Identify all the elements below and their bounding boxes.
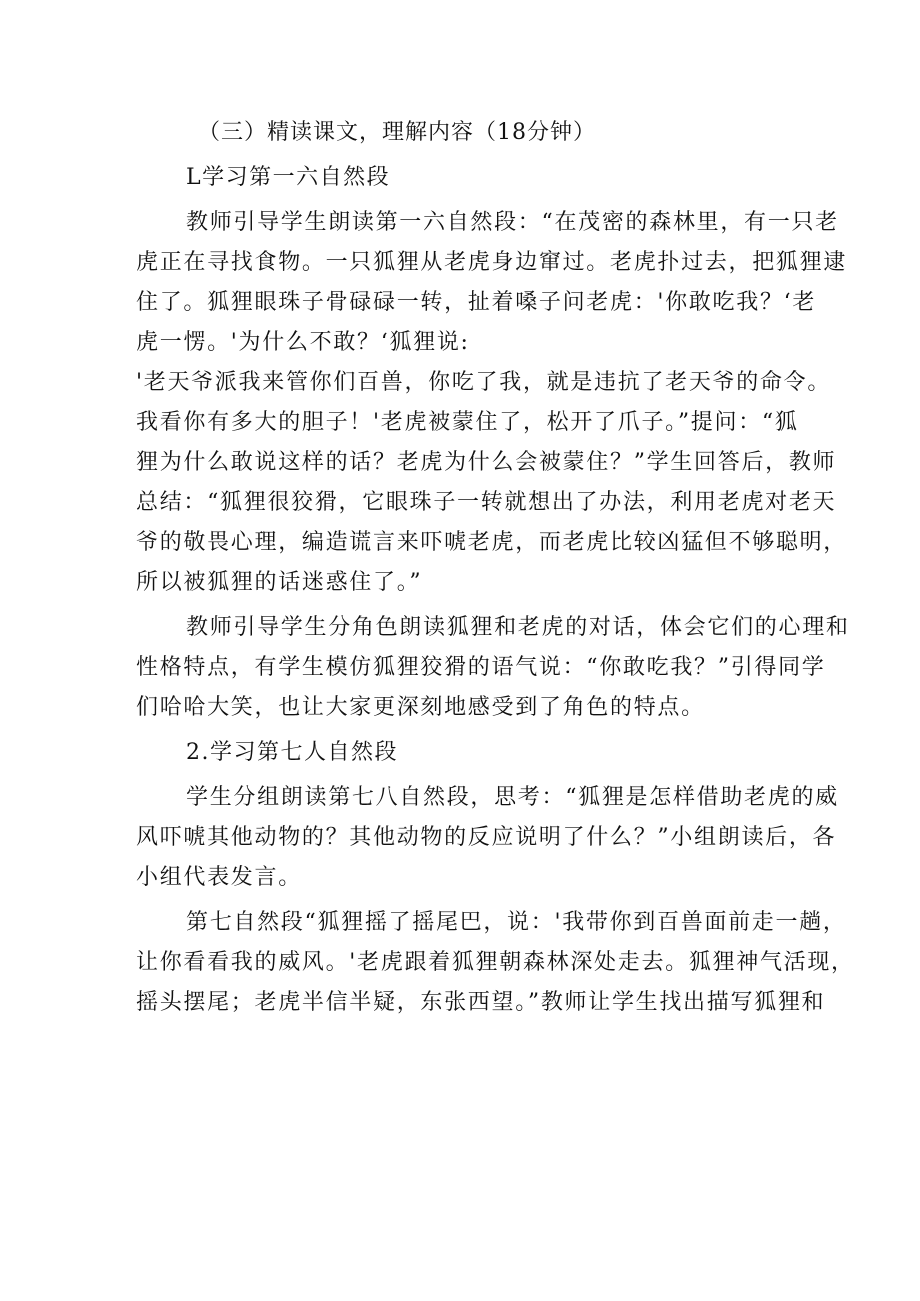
subsection-heading-1: L学习第一六自然段 xyxy=(186,165,391,190)
document-body xyxy=(136,113,855,1023)
paragraph-3-line: 学生分组朗读第七八自然段，思考：“狐狸是怎样借助老虎的威 xyxy=(186,785,839,810)
paragraph-2-line: 性格特点，有学生模仿狐狸狡猾的语气说：“你敢吃我？”引得同学 xyxy=(136,655,826,680)
paragraph-1-line: 虎正在寻找食物。一只狐狸从老虎身边窜过。老虎扑过去，把狐狸逮 xyxy=(136,250,848,275)
paragraph-1-line: 虎一愣。'为什么不敢？‘狐狸说: xyxy=(136,330,470,355)
section-heading: （三）精读课文，理解内容（18分钟） xyxy=(198,120,596,145)
paragraph-1-line: 总结：“狐狸很狡猾，它眼珠子一转就想出了办法，利用老虎对老天 xyxy=(136,490,837,515)
paragraph-2-line: 教师引导学生分角色朗读狐狸和老虎的对话，体会它们的心理和 xyxy=(186,615,850,640)
paragraph-4-line: 第七自然段“狐狸摇了摇尾巴，说：'我带你到百兽面前走一趟， xyxy=(186,910,847,935)
paragraph-2-line: 们哈哈大笑，也让大家更深刻地感受到了角色的特点。 xyxy=(136,695,705,720)
paragraph-4-line: 摇头摆尾；老虎半信半疑，东张西望。”教师让学生找出描写狐狸和 xyxy=(136,990,826,1015)
paragraph-1-line: '老天爷派我来管你们百兽，你吃了我，就是违抗了老天爷的命令。 xyxy=(136,370,832,395)
paragraph-1-line: 我看你有多大的胆子！'老虎被蒙住了，松开了爪子。”提问：“狐 xyxy=(136,410,799,435)
paragraph-4-line: 让你看看我的威风。'老虎跟着狐狸朝森林深处走去。狐狸神气活现， xyxy=(136,950,855,975)
paragraph-1-line: 狸为什么敢说这样的话？老虎为什么会被蒙住？”学生回答后，教师 xyxy=(136,450,837,475)
subsection-heading-2: 2.学习第七人自然段 xyxy=(186,740,398,765)
paragraph-1-line: 所以被狐狸的话迷惑住了。” xyxy=(136,570,423,595)
paragraph-1-line: 教师引导学生朗读第一六自然段：“在茂密的森林里，有一只老 xyxy=(186,210,839,235)
paragraph-1-line: 住了。狐狸眼珠子骨碌碌一转，扯着嗓子问老虎：'你敢吃我？‘老 xyxy=(136,290,817,315)
paragraph-3-line: 小组代表发言。 xyxy=(136,865,302,890)
paragraph-3-line: 风吓唬其他动物的？其他动物的反应说明了什么？”小组朗读后，各 xyxy=(136,825,837,850)
paragraph-1-line: 爷的敬畏心理，编造谎言来吓唬老虎，而老虎比较凶猛但不够聪明， xyxy=(136,530,848,555)
